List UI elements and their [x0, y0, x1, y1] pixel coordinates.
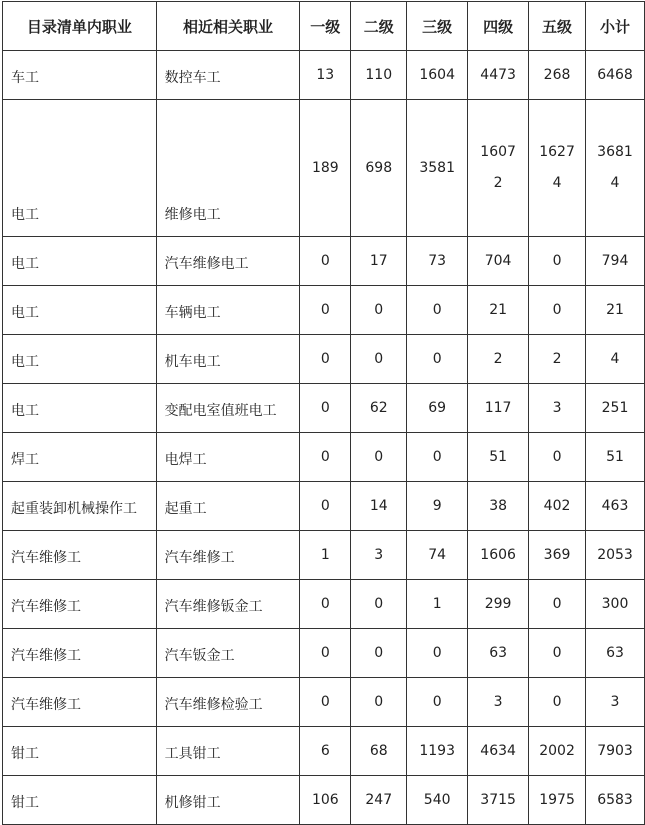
- level-4-cell: 299: [468, 580, 529, 629]
- level-5-cell: 268: [529, 51, 586, 100]
- level-4-cell: 4473: [468, 51, 529, 100]
- related-occupation-cell: 机车电工: [156, 335, 300, 384]
- level-2-cell: 62: [351, 384, 407, 433]
- subtotal-cell: 3: [586, 678, 645, 727]
- table-row: [3, 286, 645, 335]
- listed-occupation-cell: 电工: [3, 100, 157, 237]
- listed-occupation-cell: 钳工: [3, 776, 157, 825]
- level-4-cell: 63: [468, 629, 529, 678]
- level-4-cell: 1606: [468, 531, 529, 580]
- level-3-cell: 0: [407, 286, 468, 335]
- level-5-cell: 0: [529, 678, 586, 727]
- level-2-cell: 0: [351, 580, 407, 629]
- level-1-cell: 6: [300, 727, 351, 776]
- level-3-cell: 540: [407, 776, 468, 825]
- level-4-cell: [468, 100, 529, 237]
- listed-occupation-cell: 电工: [3, 384, 157, 433]
- wrapped-value: 16072: [480, 144, 516, 191]
- listed-occupation-cell: 车工: [3, 51, 157, 100]
- level-3-cell: 0: [407, 678, 468, 727]
- related-occupation-cell: 车辆电工: [156, 286, 300, 335]
- occupation-table: [2, 1, 645, 825]
- table-row: [3, 482, 645, 531]
- header-level-1: 一级: [300, 2, 351, 51]
- level-5-cell: 369: [529, 531, 586, 580]
- level-3-cell: 1604: [407, 51, 468, 100]
- related-occupation-cell: 变配电室值班电工: [156, 384, 300, 433]
- level-1-cell: 0: [300, 433, 351, 482]
- level-3-cell: 0: [407, 335, 468, 384]
- level-1-cell: 0: [300, 384, 351, 433]
- level-1-cell: 13: [300, 51, 351, 100]
- level-3-cell: 73: [407, 237, 468, 286]
- wrapped-value: 16274: [539, 144, 575, 191]
- level-5-cell: 1975: [529, 776, 586, 825]
- level-1-cell: 0: [300, 237, 351, 286]
- subtotal-cell: 6468: [586, 51, 645, 100]
- listed-occupation-cell: 汽车维修工: [3, 580, 157, 629]
- level-3-cell: 0: [407, 433, 468, 482]
- level-2-cell: 68: [351, 727, 407, 776]
- level-3-cell: 3581: [407, 100, 468, 237]
- level-5-cell: 0: [529, 580, 586, 629]
- level-3-cell: 69: [407, 384, 468, 433]
- listed-occupation-cell: 汽车维修工: [3, 629, 157, 678]
- table-row: [3, 776, 645, 825]
- level-2-cell: 0: [351, 678, 407, 727]
- listed-occupation-cell: 焊工: [3, 433, 157, 482]
- related-occupation-cell: 维修电工: [156, 100, 300, 237]
- level-1-cell: 0: [300, 286, 351, 335]
- header-level-4: 四级: [468, 2, 529, 51]
- level-4-cell: 117: [468, 384, 529, 433]
- subtotal-cell: 51: [586, 433, 645, 482]
- level-4-cell: 3715: [468, 776, 529, 825]
- related-occupation-cell: 汽车维修工: [156, 531, 300, 580]
- level-4-cell: 51: [468, 433, 529, 482]
- level-2-cell: 0: [351, 433, 407, 482]
- subtotal-cell: 6583: [586, 776, 645, 825]
- subtotal-cell: 4: [586, 335, 645, 384]
- level-1-cell: 0: [300, 629, 351, 678]
- level-2-cell: 0: [351, 629, 407, 678]
- level-1-cell: 0: [300, 482, 351, 531]
- level-2-cell: 110: [351, 51, 407, 100]
- header-related-occupation: 相近相关职业: [156, 2, 300, 51]
- level-4-cell: 704: [468, 237, 529, 286]
- level-3-cell: 74: [407, 531, 468, 580]
- header-listed-occupation: 目录清单内职业: [3, 2, 157, 51]
- level-2-cell: 698: [351, 100, 407, 237]
- listed-occupation-cell: 电工: [3, 237, 157, 286]
- table-row: [3, 51, 645, 100]
- header-row: [3, 2, 645, 51]
- level-4-cell: 38: [468, 482, 529, 531]
- related-occupation-cell: 数控车工: [156, 51, 300, 100]
- subtotal-cell: 463: [586, 482, 645, 531]
- level-2-cell: 17: [351, 237, 407, 286]
- subtotal-cell: 300: [586, 580, 645, 629]
- level-5-cell: [529, 100, 586, 237]
- related-occupation-cell: 汽车维修检验工: [156, 678, 300, 727]
- related-occupation-cell: 汽车钣金工: [156, 629, 300, 678]
- table-row: [3, 531, 645, 580]
- level-3-cell: 1: [407, 580, 468, 629]
- subtotal-cell: 21: [586, 286, 645, 335]
- listed-occupation-cell: 汽车维修工: [3, 531, 157, 580]
- level-5-cell: 0: [529, 286, 586, 335]
- subtotal-cell: 794: [586, 237, 645, 286]
- level-3-cell: 9: [407, 482, 468, 531]
- table-row: [3, 629, 645, 678]
- table-row: [3, 237, 645, 286]
- level-5-cell: 3: [529, 384, 586, 433]
- listed-occupation-cell: 钳工: [3, 727, 157, 776]
- level-3-cell: 1193: [407, 727, 468, 776]
- subtotal-cell: [586, 100, 645, 237]
- level-1-cell: 0: [300, 678, 351, 727]
- related-occupation-cell: 起重工: [156, 482, 300, 531]
- subtotal-cell: 63: [586, 629, 645, 678]
- table-row: [3, 100, 645, 237]
- level-4-cell: 2: [468, 335, 529, 384]
- table-row: [3, 335, 645, 384]
- level-1-cell: 0: [300, 580, 351, 629]
- subtotal-cell: 251: [586, 384, 645, 433]
- level-4-cell: 4634: [468, 727, 529, 776]
- listed-occupation-cell: 电工: [3, 286, 157, 335]
- level-2-cell: 3: [351, 531, 407, 580]
- level-5-cell: 2: [529, 335, 586, 384]
- listed-occupation-cell: 汽车维修工: [3, 678, 157, 727]
- table-row: [3, 727, 645, 776]
- level-2-cell: 0: [351, 335, 407, 384]
- header-level-2: 二级: [351, 2, 407, 51]
- table-row: [3, 678, 645, 727]
- level-5-cell: 0: [529, 237, 586, 286]
- listed-occupation-cell: 起重装卸机械操作工: [3, 482, 157, 531]
- listed-occupation-cell: 电工: [3, 335, 157, 384]
- subtotal-cell: 7903: [586, 727, 645, 776]
- level-4-cell: 3: [468, 678, 529, 727]
- wrapped-value: 36814: [597, 144, 633, 191]
- subtotal-cell: 2053: [586, 531, 645, 580]
- related-occupation-cell: 汽车维修钣金工: [156, 580, 300, 629]
- level-2-cell: 0: [351, 286, 407, 335]
- table-row: [3, 433, 645, 482]
- header-subtotal: 小计: [586, 2, 645, 51]
- related-occupation-cell: 电焊工: [156, 433, 300, 482]
- level-1-cell: 189: [300, 100, 351, 237]
- table-row: [3, 384, 645, 433]
- header-level-3: 三级: [407, 2, 468, 51]
- related-occupation-cell: 机修钳工: [156, 776, 300, 825]
- level-1-cell: 1: [300, 531, 351, 580]
- related-occupation-cell: 汽车维修电工: [156, 237, 300, 286]
- level-3-cell: 0: [407, 629, 468, 678]
- level-1-cell: 0: [300, 335, 351, 384]
- table-row: [3, 580, 645, 629]
- level-2-cell: 14: [351, 482, 407, 531]
- level-1-cell: 106: [300, 776, 351, 825]
- level-5-cell: 402: [529, 482, 586, 531]
- level-2-cell: 247: [351, 776, 407, 825]
- related-occupation-cell: 工具钳工: [156, 727, 300, 776]
- level-5-cell: 0: [529, 629, 586, 678]
- level-5-cell: 0: [529, 433, 586, 482]
- header-level-5: 五级: [529, 2, 586, 51]
- level-5-cell: 2002: [529, 727, 586, 776]
- level-4-cell: 21: [468, 286, 529, 335]
